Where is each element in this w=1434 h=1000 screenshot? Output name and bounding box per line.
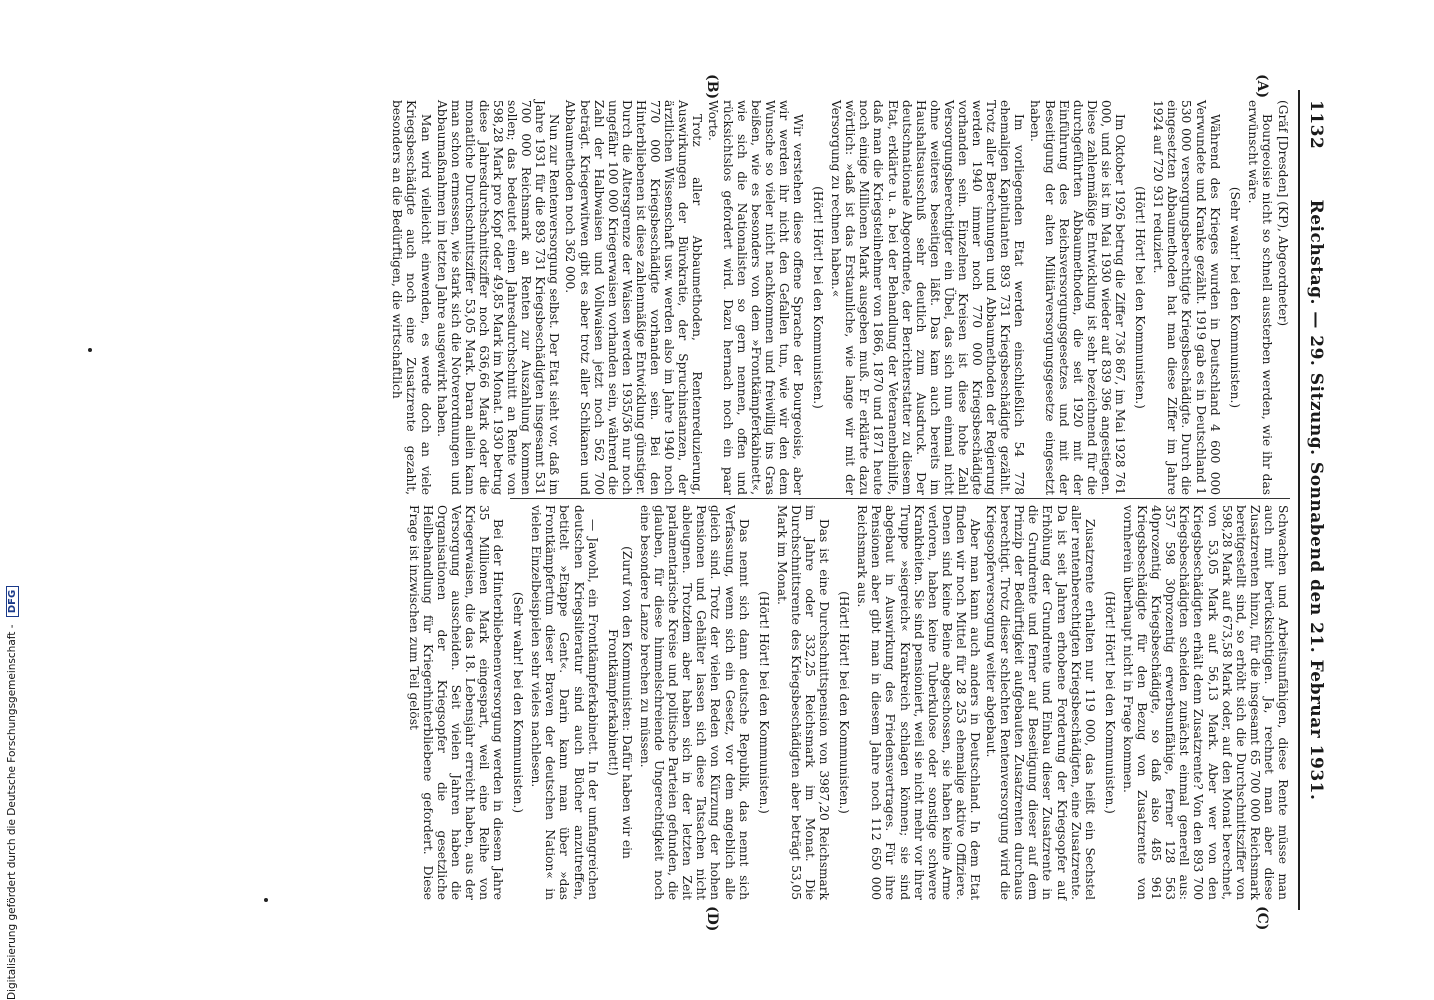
paragraph: Das nennt sich dann deutsche Republik, das nennt sich Verfassung, wenn sich ein Gesetz, vor dem angeblich alle gleich sind. Trotz der vielen Reden von Kürzung der hohen Pensionen und Gehälter lassen sich diese Tatsachen nicht ableugnen. Trotzdem aber haben sich in der letzten Zeit parlamentarische Kreise und politische Parteien gefunden, die glauben, für diese himmelschreiende Ungerechtigkeit noch eine besondere Lanze brechen zu müssen. xyxy=(637,505,751,900)
credit-text: Digitalisierung gefördert durch die Deutsche Forschungsgemeinschaft - xyxy=(6,624,18,1000)
header-rule xyxy=(1298,90,1300,910)
page-header xyxy=(1302,80,1330,920)
interjection: (Sehr wahr! bei den Kommunisten.) xyxy=(511,591,526,814)
paragraph: Nun zur Rentenversorgung selbst. Der Etat sieht vor, daß im Jahre 1931 für die 893 731 Kriegsbeschädigten insgesamt 531 700 000 Reichsmark an Renten zur Auszahlung kommen sollen; das bedeutet einen Jahresdurchschnitt an Rente von 598,28 Mark pro Kopf oder 49,85 Mark im Monat. 1930 betrug diese Jahresdurchschnittsziffer noch 636,66 Mark oder die monatliche Durchschnittsziffer 53,05 Mark. Daran allein kann man schon ermessen, wie stark sich die Notverordnungen und Abbaumaßnahmen im letzten Jahre ausgewirkt haben. xyxy=(434,100,562,495)
paragraph: Wir verstehen diese offene Sprache der Bourgeoisie, aber wir werden ihr nicht den Gefallen tun, wie wir den dem Wunsche so vieler nicht nachkommen und freiwillig ins Gras beißen, wie es besonders von dem »Frontkämpferkabinett«, wie sich die Nationalisten so gern nennen, offen und rücksichtslos gefordert wird. Dazu hernach noch ein paar Worte. xyxy=(706,100,805,495)
page-number: 1132 xyxy=(1306,100,1326,150)
column-divider xyxy=(510,498,1290,499)
paragraph: Im Oktober 1926 betrug die Ziffer 736 867, im Mai 1928 761 000, und sie ist im Mai 1930 wieder auf 839 396 angestiegen. Diese zahlenmäßige Entwicklung ist sehr bezeichnend für die durchgeführten Abbaumethoden, die seit 1920 mit der Einführung des Reichsversorgungsgesetzes und mit der Beseitigung der alten Militärversorgungsgesetze eingesetzt haben. xyxy=(1028,100,1128,495)
paragraph: Im vorliegenden Etat werden einschließlich 54 778 ehemaligen Kapitulanten 893 731 Kriegsbeschädigte gezählt. Trotz aller Berechnungen und Abbaumethoden der Regierung werden 1940 immer noch 770 000 Kriegsbeschädigte vorhanden sein. Einzelnen Kreisen ist diese hohe Zahl Versorgungsberechtigter ein Übel, das sich nun einmal nicht ohne weiteres beseitigen läßt. Das kam auch bereits im Haushaltsausschuß sehr deutlich zum Ausdruck. Der deutschnationale Abgeordnete, der Berichterstatter zu diesem Etat, erklärte u. a. bei der Behandlung der Veteranenbeihilfe, daß man die Kriegsteilnehmer von 1866, 1870 und 1871 heute noch einige Millionen Mark ausgeben muß. Er erklärte dazu wörtlich: »daß ist das Erstaunliche, wie lange wir mit der Versorgung zu rechnen haben.« xyxy=(829,100,1027,495)
interjection: (Hört! Hört! bei den Kommunisten.) xyxy=(1133,186,1148,409)
paragraph: Trotz aller Abbaumethoden, Rentenreduzierung, Auswirkungen der Bürokratie, der Spruchinstanzen, der ärztlichen Wissenschaft usw. werden also im Jahre 1940 noch 770 000 Kriegsbeschädigte vorhanden sein. Bei den Hinterbliebenen ist diese zahlenmäßige Entwicklung günstiger. Durch die Altersgrenze der Waisen werden 1935/36 nur noch ungefähr 100 000 Kriegerwaisen vorhanden sein, während die Zahl der Halbwaisen und Vollwaisen jetzt noch 562 700 beträgt. Kriegerwitwen gibt es aber trotz aller Schikanen und Abbaumethoden noch 362 000. xyxy=(563,100,705,495)
margin-marker-d: (D) xyxy=(704,906,720,932)
margin-marker-c: (C) xyxy=(1254,906,1270,931)
paragraph: Aber man kann auch anders in Deutschland. In dem Etat finden wir noch Mittel für 28 253 ehemalige aktive Offiziere. Denen sind keine Beine abgeschossen, sie haben keine Arme verloren, haben keine Tuberkulose oder sonstige schwere Krankheiten. Sie sind pensioniert, weil sie nicht mehr vor ihrer Truppe »siegreich« Krankreich schlagen können; sie sind abgebaut in Auswirkung des Friedensvertrages. Für ihre Pensionen aber gibt man in diesem Jahre noch 112 650 000 Reichsmark aus. xyxy=(855,505,983,900)
paragraph: Zusatzrente erhalten nur 119 000, das heißt ein Sechstel aller rentenberechtigten Kriegsbeschädigten, eine Zusatzrente. Da ist seit Jahren erhobene Forderung der Kriegsopfer auf Erhöhung der Grundrente und Einbau dieser Zusatzrente in die Grundrente und ferner auf Beseitigung dieser auf dem Prinzip der Bedürftigkeit aufgebauten Zusatzrenten durchaus berechtigt. Trotz dieser schlechten Rentenversorgung wird die Kriegsopferversorgung weiter abgebaut. xyxy=(984,505,1097,900)
margin-marker-b: (B) xyxy=(704,74,720,100)
paragraph: Das ist eine Durchschnittspension von 3987,20 Reichsmark im Jahre oder 332,25 Reichsmark im Monat. Die Durchschnittsrente des Kriegsbeschädigten aber beträgt 53,05 Mark im Monat. xyxy=(774,505,832,900)
margin-marker-a: (A) xyxy=(1254,74,1270,99)
print-speck xyxy=(88,348,92,352)
left-column xyxy=(388,100,1290,495)
page-title: Reichstag. — 29. Sitzung. Sonnabend den 21. Februar 1931. xyxy=(1306,199,1326,801)
speaker-line: (Gräf [Dresden] (KP), Abgeordneter) xyxy=(1276,100,1290,327)
paragraph: Bourgeoisie nicht so schnell aussterben werden, wie ihr das erwünscht wäre. xyxy=(1245,100,1274,495)
interjection: (Hört! Hört! bei den Kommunisten.) xyxy=(811,186,826,409)
paragraph: Bei der Hinterbliebenenversorgung werden in diesem Jahre 35 Millionen Mark eingespart, weil eine Reihe von Kriegerwaisen, die das 18. Lebensjahr erreicht haben, aus der Versorgung ausscheiden. Seit vielen Jahren haben die Organisationen der Kriegsopfer die gesetzliche Heilbehandlung für Kriegerhinterbliebene gefordert. Diese Frage ist inzwischen zum Teil gelöst xyxy=(406,505,506,900)
paragraph: Man wird vielleicht einwenden, es werde doch an viele Kriegsbeschädigte auch noch eine Zusatzrente gezahlt, besonders an die Bedürftigen, die wirtschaftlich xyxy=(390,100,433,495)
paragraph: — Jawohl, ein Frontkämpferkabinett. In der umfangreichen deutschen Kriegsliteratur sind auch Bücher anzutreffen, betitelt »Etappe Gent«. Darin kann man über »das Frontkämpfertum dieser Braven der deutschen Nation« in vielen Einzelbeispielen sehr vieles nachlesen. xyxy=(529,505,600,900)
paragraph: Während des Krieges wurden in Deutschland 4 600 000 Verwundete und Kranke gezählt. 1919 gab es in Deutschland 1 530 000 versorgungsberechtigte Kriegsbeschädigte. Durch die eingesetzten Abbaumethoden hat man diese Ziffer im Jahre 1924 auf 720 931 reduziert. xyxy=(1151,100,1222,495)
interjection: (Sehr wahr! bei den Kommunisten.) xyxy=(1227,186,1242,409)
dfg-logo: DFG xyxy=(6,586,19,617)
digitization-credit xyxy=(6,0,19,1000)
interjection: (Hört! Hört! bei den Kommunisten.) xyxy=(837,591,852,814)
right-column xyxy=(404,505,1290,900)
interjection: (Hört! Hört! bei den Kommunisten.) xyxy=(1102,591,1117,814)
interjection: (Zuruf von den Kommunisten: Dafür haben wir ein Frontkämpferkabinett!) xyxy=(605,546,634,859)
print-speck xyxy=(264,898,268,902)
paragraph: Schwachen und Arbeitsunfähigen, diese Rente müsse man auch mit berücksichtigen. Ja, rechnet man aber diese Zusatzrenten hinzu, für die insgesamt 65 700 000 Reichsmark bereitgestellt sind, so erhöht sich die Durchschnittsziffer von 598,28 Mark auf 673,58 Mark oder, auf den Monat berechnet, von 53,05 Mark auf 56,13 Mark. Aber wer von den Kriegsbeschädigten erhält denn Zusatzrente? Von den 893 700 Kriegsbeschädigten scheiden zunächst einmal generell aus: 357 598 30prozentig erwerbsunfähige, ferner 128 563 40prozentig Kriegsbeschädigte, so daß also 485 961 Kriegsbeschädigte für den Bezug von Zusatzrente von vornherein überhaupt nicht in Frage kommen. xyxy=(1120,505,1290,900)
interjection: (Hört! Hört! bei den Kommunisten.) xyxy=(756,591,771,814)
rotated-page xyxy=(90,74,1330,932)
